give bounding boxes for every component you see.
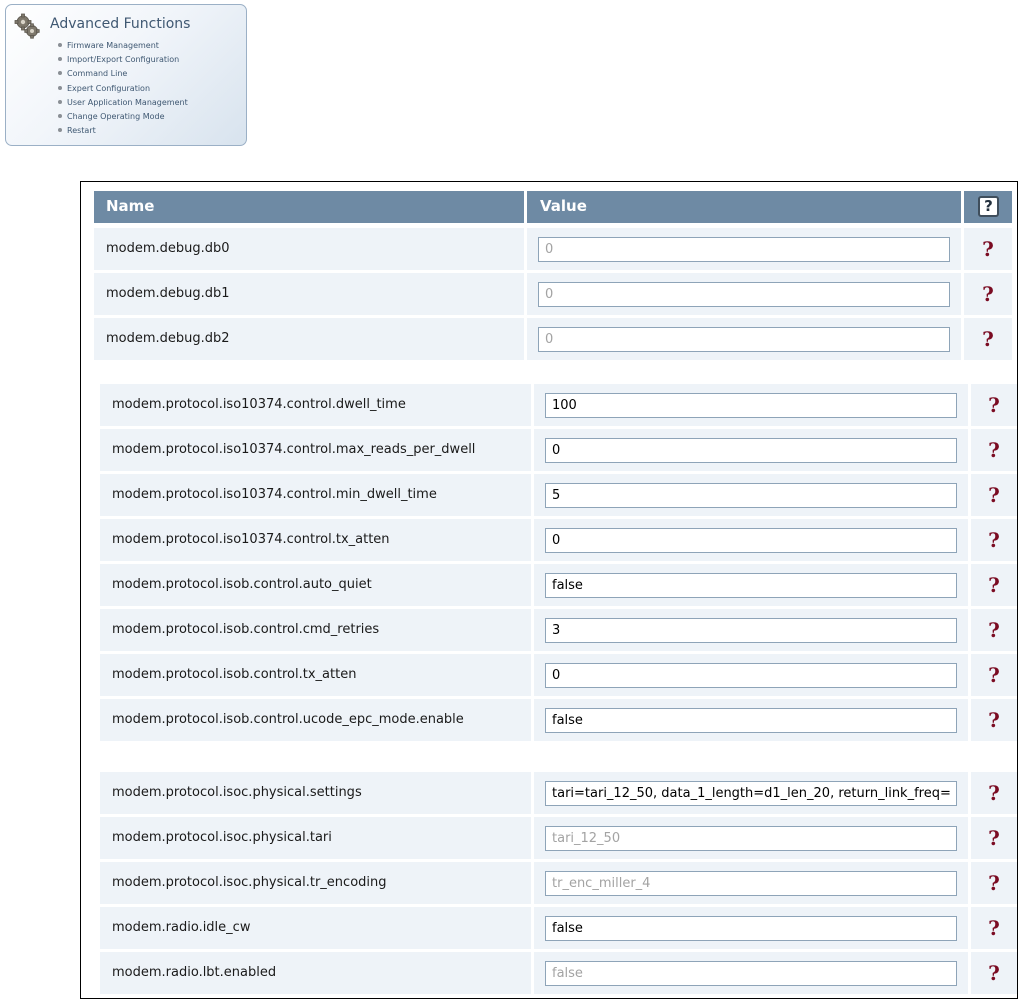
setting-value-cell xyxy=(534,519,968,561)
bullet-icon xyxy=(58,114,62,118)
setting-value-cell xyxy=(534,699,968,741)
help-icon[interactable]: ? xyxy=(964,228,1012,270)
menu-item-restart[interactable] xyxy=(58,124,188,138)
setting-value-cell xyxy=(534,952,968,994)
setting-value-cell xyxy=(534,654,968,696)
panel-title: Advanced Functions xyxy=(50,16,191,32)
setting-name: modem.radio.idle_cw xyxy=(100,907,531,949)
help-icon[interactable]: ? xyxy=(971,429,1017,471)
setting-name: modem.protocol.iso10374.control.dwell_time xyxy=(100,384,531,426)
setting-value-input[interactable] xyxy=(545,871,957,896)
help-icon[interactable]: ? xyxy=(971,772,1017,814)
help-icon[interactable]: ? xyxy=(971,907,1017,949)
setting-value-input[interactable] xyxy=(545,781,957,806)
setting-value-cell xyxy=(534,384,968,426)
setting-value-cell xyxy=(534,772,968,814)
column-header-help xyxy=(964,191,1012,223)
setting-value-input[interactable] xyxy=(545,826,957,851)
setting-name: modem.protocol.iso10374.control.max_reads_per_dwell xyxy=(100,429,531,471)
menu-item-firmware-management[interactable] xyxy=(58,39,188,53)
help-icon[interactable]: ? xyxy=(971,952,1017,994)
setting-value-input[interactable] xyxy=(545,573,957,598)
menu-item-change-operating-mode[interactable] xyxy=(58,110,188,124)
menu-item-label: Command Line xyxy=(67,69,128,79)
setting-value-input[interactable] xyxy=(545,393,957,418)
bullet-icon xyxy=(58,57,62,61)
help-icon[interactable]: ? xyxy=(964,273,1012,315)
setting-value-cell xyxy=(534,564,968,606)
setting-value-input[interactable] xyxy=(538,327,950,352)
help-icon[interactable]: ? xyxy=(971,519,1017,561)
help-icon[interactable]: ? xyxy=(971,474,1017,516)
bullet-icon xyxy=(58,71,62,75)
setting-value-cell xyxy=(534,817,968,859)
menu-item-label: User Application Management xyxy=(67,97,188,107)
menu-item-user-application-management[interactable] xyxy=(58,96,188,110)
setting-name: modem.debug.db0 xyxy=(94,228,524,270)
help-icon[interactable]: ? xyxy=(971,699,1017,741)
menu-item-label: Restart xyxy=(67,126,96,136)
setting-name: modem.protocol.isob.control.tx_atten xyxy=(100,654,531,696)
menu-item-import-export-configuration[interactable] xyxy=(58,53,188,67)
bullet-icon xyxy=(58,86,62,90)
configuration-table xyxy=(80,181,1018,999)
setting-value-input[interactable] xyxy=(538,282,950,307)
setting-value-input[interactable] xyxy=(545,916,957,941)
help-icon[interactable]: ? xyxy=(971,817,1017,859)
setting-name: modem.radio.lbt.enabled xyxy=(100,952,531,994)
setting-value-input[interactable] xyxy=(545,663,957,688)
help-icon[interactable]: ? xyxy=(971,564,1017,606)
menu-item-label: Firmware Management xyxy=(67,41,159,50)
gears-icon xyxy=(14,13,40,39)
setting-name: modem.protocol.isoc.physical.tr_encoding xyxy=(100,862,531,904)
bullet-icon xyxy=(58,43,62,47)
setting-value-cell xyxy=(534,862,968,904)
setting-value-cell xyxy=(527,228,961,270)
advanced-functions-menu xyxy=(58,39,188,138)
help-icon[interactable]: ? xyxy=(971,654,1017,696)
setting-name: modem.debug.db1 xyxy=(94,273,524,315)
setting-value-cell xyxy=(534,907,968,949)
setting-value-input[interactable] xyxy=(545,438,957,463)
column-header-value: Value xyxy=(527,191,961,223)
setting-value-input[interactable] xyxy=(538,237,950,262)
setting-name: modem.protocol.iso10374.control.min_dwell_time xyxy=(100,474,531,516)
advanced-functions-panel xyxy=(5,4,247,146)
setting-name: modem.protocol.isob.control.auto_quiet xyxy=(100,564,531,606)
setting-value-input[interactable] xyxy=(545,708,957,733)
menu-item-label: Import/Export Configuration xyxy=(67,55,180,65)
bullet-icon xyxy=(58,128,62,132)
menu-item-label: Expert Configuration xyxy=(67,83,151,93)
setting-name: modem.protocol.isoc.physical.settings xyxy=(100,772,531,814)
setting-value-cell xyxy=(534,474,968,516)
help-icon[interactable]: ? xyxy=(964,318,1012,360)
menu-item-expert-configuration[interactable] xyxy=(58,82,188,96)
setting-value-input[interactable] xyxy=(545,618,957,643)
column-header-name: Name xyxy=(94,191,524,223)
setting-name: modem.protocol.iso10374.control.tx_atten xyxy=(100,519,531,561)
help-icon[interactable]: ? xyxy=(971,862,1017,904)
setting-value-cell xyxy=(534,429,968,471)
setting-value-input[interactable] xyxy=(545,528,957,553)
setting-value-cell xyxy=(527,318,961,360)
setting-value-input[interactable] xyxy=(545,961,957,986)
menu-item-label: Change Operating Mode xyxy=(67,112,165,122)
help-icon[interactable]: ? xyxy=(971,609,1017,651)
setting-value-cell xyxy=(527,273,961,315)
help-icon[interactable]: ? xyxy=(971,384,1017,426)
setting-value-input[interactable] xyxy=(545,483,957,508)
menu-item-command-line[interactable] xyxy=(58,67,188,81)
setting-name: modem.protocol.isob.control.cmd_retries xyxy=(100,609,531,651)
setting-name: modem.protocol.isoc.physical.tari xyxy=(100,817,531,859)
help-header-icon[interactable]: ? xyxy=(978,196,999,217)
setting-name: modem.debug.db2 xyxy=(94,318,524,360)
setting-name: modem.protocol.isob.control.ucode_epc_mode.enable xyxy=(100,699,531,741)
setting-value-cell xyxy=(534,609,968,651)
bullet-icon xyxy=(58,100,62,104)
